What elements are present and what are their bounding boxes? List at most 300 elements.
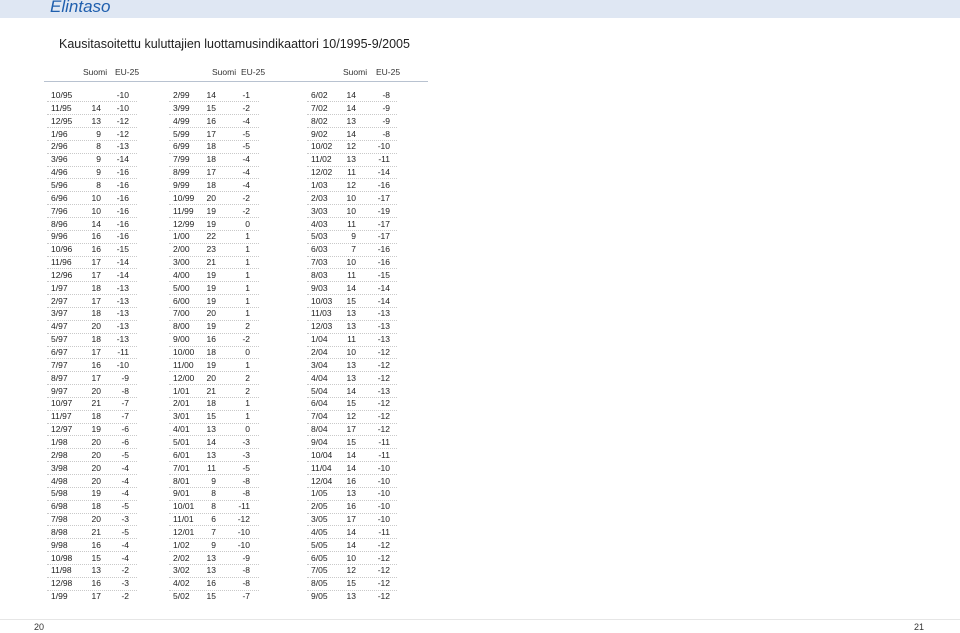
table-row	[51, 359, 161, 371]
eu25-value: -10	[116, 359, 129, 370]
eu25-value: -5	[242, 462, 250, 473]
suomi-value: 15	[206, 102, 216, 113]
table-row	[311, 153, 421, 165]
period-cell: 6/00	[173, 295, 190, 306]
eu25-value: 1	[245, 308, 250, 319]
period-cell: 1/01	[173, 385, 190, 396]
period-cell: 2/97	[51, 295, 68, 306]
suomi-value: 20	[206, 372, 216, 383]
suomi-value: 17	[91, 347, 101, 357]
eu25-value: -4	[242, 167, 250, 178]
table-row	[311, 205, 421, 217]
period-cell: 3/01	[173, 411, 190, 422]
suomi-value: 10	[346, 552, 356, 563]
period-cell: 7/01	[173, 462, 190, 473]
suomi-value: 18	[206, 141, 216, 152]
table-row	[173, 590, 283, 602]
eu25-value: -13	[377, 321, 390, 332]
table-row	[311, 320, 421, 332]
suomi-value: 8	[211, 501, 216, 512]
table-row	[51, 320, 161, 332]
suomi-value: 13	[346, 115, 356, 126]
suomi-value: 19	[206, 282, 216, 293]
period-cell: 1/05	[311, 488, 328, 499]
period-cell: 6/99	[173, 141, 190, 152]
eu25-value: -3	[242, 449, 250, 460]
eu25-value: -8	[382, 128, 390, 139]
eu25-value: -10	[116, 102, 129, 113]
period-cell: 4/04	[311, 372, 328, 383]
suomi-value: 15	[206, 591, 216, 602]
suomi-value: 7	[211, 526, 216, 537]
suomi-value: 18	[91, 282, 101, 293]
eu25-value: -10	[377, 488, 390, 499]
period-cell: 3/05	[311, 514, 328, 525]
table-row	[51, 243, 161, 255]
period-cell: 10/02	[311, 141, 333, 152]
eu25-value: -3	[121, 514, 129, 525]
eu25-value: -3	[242, 436, 250, 447]
table-row	[311, 218, 421, 230]
suomi-value: 19	[206, 295, 216, 306]
suomi-value: 17	[206, 167, 216, 178]
period-cell: 5/96	[51, 179, 68, 190]
table-row	[51, 140, 161, 152]
column-header-suomi: Suomi	[212, 67, 237, 77]
eu25-value: -7	[121, 398, 129, 409]
eu25-value: -4	[121, 552, 129, 563]
suomi-value: 10	[91, 205, 101, 216]
eu25-value: -12	[237, 514, 250, 525]
table-row	[173, 205, 283, 217]
eu25-value: -6	[121, 424, 129, 435]
period-cell: 7/05	[311, 565, 328, 576]
suomi-value: 18	[206, 398, 216, 409]
table-row	[173, 423, 283, 435]
eu25-value: 1	[245, 257, 250, 268]
period-cell: 10/04	[311, 449, 333, 460]
eu25-value: -4	[121, 475, 129, 486]
suomi-value: 19	[206, 269, 216, 280]
eu25-value: -12	[377, 372, 390, 383]
table-row	[173, 269, 283, 281]
period-cell: 3/04	[311, 359, 328, 370]
suomi-value: 16	[346, 501, 356, 512]
table-row	[311, 346, 421, 358]
period-cell: 4/05	[311, 526, 328, 537]
suomi-value: 19	[206, 218, 216, 229]
period-cell: 6/05	[311, 552, 328, 563]
suomi-value: 16	[91, 231, 101, 242]
table-row	[51, 205, 161, 217]
period-cell: 2/02	[173, 552, 190, 563]
suomi-value: 20	[206, 192, 216, 203]
period-cell: 9/00	[173, 334, 190, 345]
eu25-value: -16	[116, 218, 129, 229]
table-row	[173, 526, 283, 538]
table-row	[311, 179, 421, 191]
period-cell: 4/96	[51, 167, 68, 178]
table-row	[51, 282, 161, 294]
period-cell: 7/96	[51, 205, 68, 216]
column-header-eu25: EU-25	[376, 67, 401, 77]
table-row	[173, 410, 283, 422]
table-row	[51, 475, 161, 487]
eu25-value: -11	[378, 449, 390, 460]
eu25-value: -4	[242, 179, 250, 190]
eu25-value: -12	[116, 115, 129, 126]
suomi-value: 8	[96, 179, 101, 190]
period-cell: 7/04	[311, 411, 328, 422]
suomi-value: 17	[91, 257, 101, 268]
suomi-value: 18	[206, 179, 216, 190]
table-row	[51, 410, 161, 422]
eu25-value: -12	[377, 424, 390, 435]
eu25-value: -8	[242, 488, 250, 499]
suomi-value: 9	[96, 128, 101, 139]
period-cell: 9/04	[311, 436, 328, 447]
table-row	[51, 230, 161, 242]
eu25-value: -8	[242, 578, 250, 589]
table-row	[51, 423, 161, 435]
suomi-value: 20	[91, 475, 101, 486]
table-row	[173, 436, 283, 448]
suomi-value: 17	[91, 372, 101, 383]
eu25-value: -10	[377, 475, 390, 486]
suomi-value: 12	[346, 141, 356, 152]
table-row	[51, 295, 161, 307]
suomi-value: 16	[206, 578, 216, 589]
eu25-value: -12	[377, 578, 390, 589]
suomi-value: 11	[347, 218, 356, 229]
eu25-value: -11	[378, 436, 390, 447]
eu25-value: -12	[377, 398, 390, 409]
suomi-value: 8	[211, 488, 216, 499]
header-divider	[44, 81, 428, 82]
table-row	[51, 115, 161, 127]
suomi-value: 10	[346, 347, 356, 357]
period-cell: 3/96	[51, 154, 68, 165]
eu25-value: -11	[117, 347, 129, 357]
eu25-value: -11	[378, 154, 390, 165]
column-header-eu25: EU-25	[115, 67, 140, 77]
table-row	[173, 372, 283, 384]
eu25-value: -12	[377, 347, 390, 357]
eu25-value: 1	[245, 269, 250, 280]
suomi-value: 16	[206, 334, 216, 345]
suomi-value: 15	[206, 411, 216, 422]
period-cell: 2/98	[51, 449, 68, 460]
table-row	[173, 346, 283, 358]
eu25-value: -5	[121, 501, 129, 512]
period-cell: 3/02	[173, 565, 190, 576]
period-cell: 10/01	[173, 501, 195, 512]
eu25-value: 2	[245, 385, 250, 396]
period-cell: 11/00	[173, 359, 194, 370]
table-row	[51, 487, 161, 499]
table-row	[311, 410, 421, 422]
period-cell: 4/02	[173, 578, 190, 589]
eu25-value: 1	[245, 282, 250, 293]
table-row	[51, 269, 161, 281]
eu25-value: -8	[382, 90, 390, 100]
table-row	[311, 397, 421, 409]
suomi-value: 14	[346, 128, 356, 139]
table-row	[173, 359, 283, 371]
period-cell: 9/99	[173, 179, 190, 190]
eu25-value: -17	[377, 192, 390, 203]
table-row	[51, 449, 161, 461]
period-cell: 1/04	[311, 334, 328, 345]
table-row	[311, 89, 421, 101]
eu25-value: -16	[116, 205, 129, 216]
period-cell: 7/00	[173, 308, 190, 319]
table-row	[311, 372, 421, 384]
period-cell: 10/95	[51, 90, 73, 100]
period-cell: 11/98	[51, 565, 72, 576]
page-number-right: 21	[914, 622, 925, 632]
suomi-value: 11	[347, 167, 356, 178]
suomi-value: 15	[91, 552, 101, 563]
period-cell: 8/97	[51, 372, 68, 383]
table-row	[173, 102, 283, 114]
suomi-value: 15	[346, 295, 356, 306]
suomi-value: 18	[91, 308, 101, 319]
table-row	[51, 513, 161, 525]
table-row	[311, 475, 421, 487]
eu25-value: -19	[377, 205, 390, 216]
period-cell: 5/05	[311, 539, 328, 550]
period-cell: 2/00	[173, 244, 190, 255]
suomi-value: 13	[346, 488, 356, 499]
period-cell: 1/99	[51, 591, 68, 602]
suomi-value: 15	[346, 436, 356, 447]
period-cell: 4/03	[311, 218, 328, 229]
period-cell: 3/98	[51, 462, 68, 473]
suomi-value: 16	[91, 359, 101, 370]
period-cell: 1/03	[311, 179, 328, 190]
column-header-eu25: EU-25	[241, 67, 266, 77]
suomi-value: 20	[91, 462, 101, 473]
suomi-value: 19	[206, 359, 216, 370]
suomi-value: 10	[346, 205, 356, 216]
period-cell: 12/02	[311, 167, 333, 178]
table-row	[311, 333, 421, 345]
period-cell: 11/95	[51, 102, 72, 113]
eu25-value: -13	[116, 321, 129, 332]
table-row	[311, 243, 421, 255]
period-cell: 6/96	[51, 192, 68, 203]
table-row	[311, 436, 421, 448]
period-cell: 9/02	[311, 128, 328, 139]
period-cell: 2/05	[311, 501, 328, 512]
eu25-value: -2	[242, 205, 250, 216]
eu25-value: 1	[245, 231, 250, 242]
period-cell: 4/99	[173, 115, 190, 126]
period-cell: 8/03	[311, 269, 328, 280]
period-cell: 6/01	[173, 449, 190, 460]
table-row	[173, 282, 283, 294]
table-row	[51, 526, 161, 538]
period-cell: 5/98	[51, 488, 68, 499]
suomi-value: 16	[91, 244, 101, 255]
eu25-value: -2	[242, 192, 250, 203]
suomi-value: 9	[96, 154, 101, 165]
eu25-value: -10	[377, 141, 390, 152]
page-number-left: 20	[34, 622, 45, 632]
period-cell: 7/98	[51, 514, 68, 525]
suomi-value: 13	[346, 372, 356, 383]
table-row	[51, 397, 161, 409]
eu25-value: -16	[116, 167, 129, 178]
period-cell: 7/02	[311, 102, 328, 113]
table-row	[51, 539, 161, 551]
period-cell: 12/98	[51, 578, 73, 589]
suomi-value: 21	[91, 526, 101, 537]
eu25-value: -13	[116, 282, 129, 293]
eu25-value: -2	[121, 591, 129, 602]
period-cell: 4/97	[51, 321, 68, 332]
suomi-value: 14	[346, 90, 356, 100]
table-row	[173, 539, 283, 551]
eu25-value: -12	[377, 552, 390, 563]
suomi-value: 10	[346, 257, 356, 268]
period-cell: 7/97	[51, 359, 68, 370]
table-row	[51, 333, 161, 345]
period-cell: 6/97	[51, 347, 68, 357]
table-row	[173, 166, 283, 178]
suomi-value: 10	[346, 192, 356, 203]
period-cell: 7/99	[173, 154, 190, 165]
period-cell: 12/01	[173, 526, 195, 537]
suomi-value: 16	[346, 475, 356, 486]
table-row	[173, 128, 283, 140]
eu25-value: -15	[116, 244, 129, 255]
table-row	[173, 462, 283, 474]
suomi-value: 9	[211, 475, 216, 486]
suomi-value: 8	[96, 141, 101, 152]
table-row	[311, 539, 421, 551]
eu25-value: -14	[116, 154, 129, 165]
eu25-value: -17	[377, 218, 390, 229]
table-row	[311, 230, 421, 242]
eu25-value: -10	[377, 501, 390, 512]
table-row	[51, 500, 161, 512]
table-row	[173, 552, 283, 564]
suomi-value: 11	[347, 334, 356, 345]
period-cell: 8/01	[173, 475, 190, 486]
period-cell: 4/98	[51, 475, 68, 486]
table-row	[51, 256, 161, 268]
table-row	[51, 590, 161, 602]
eu25-value: -6	[121, 436, 129, 447]
suomi-value: 17	[346, 424, 356, 435]
eu25-value: -10	[237, 539, 250, 550]
table-row	[173, 385, 283, 397]
suomi-value: 9	[96, 167, 101, 178]
eu25-value: -5	[242, 128, 250, 139]
suomi-value: 12	[346, 411, 356, 422]
column-header-suomi: Suomi	[83, 67, 108, 77]
period-cell: 2/04	[311, 347, 328, 357]
table-row	[311, 423, 421, 435]
table-row	[311, 526, 421, 538]
period-cell: 8/04	[311, 424, 328, 435]
period-cell: 6/02	[311, 90, 328, 100]
eu25-value: -16	[377, 244, 390, 255]
page-divider	[0, 619, 960, 620]
period-cell: 11/01	[173, 514, 194, 525]
suomi-value: 19	[206, 321, 216, 332]
suomi-value: 14	[346, 539, 356, 550]
table-row	[173, 243, 283, 255]
period-cell: 9/96	[51, 231, 68, 242]
table-row	[173, 153, 283, 165]
period-cell: 10/03	[311, 295, 333, 306]
eu25-value: -13	[377, 385, 390, 396]
suomi-value: 20	[91, 449, 101, 460]
eu25-value: -8	[121, 385, 129, 396]
suomi-value: 20	[91, 514, 101, 525]
period-cell: 10/96	[51, 244, 73, 255]
table-row	[51, 89, 161, 101]
suomi-value: 17	[91, 591, 101, 602]
period-cell: 7/03	[311, 257, 328, 268]
period-cell: 8/99	[173, 167, 190, 178]
eu25-value: -16	[116, 192, 129, 203]
period-cell: 12/04	[311, 475, 333, 486]
table-row	[173, 179, 283, 191]
eu25-value: -16	[377, 257, 390, 268]
period-cell: 12/96	[51, 269, 73, 280]
table-row	[311, 102, 421, 114]
eu25-value: -7	[121, 411, 129, 422]
suomi-value: 13	[206, 552, 216, 563]
table-row	[173, 230, 283, 242]
eu25-value: -10	[237, 526, 250, 537]
eu25-value: -12	[377, 565, 390, 576]
period-cell: 1/97	[51, 282, 68, 293]
period-cell: 12/95	[51, 115, 73, 126]
suomi-value: 18	[206, 154, 216, 165]
table-row	[173, 564, 283, 576]
table-row	[51, 436, 161, 448]
period-cell: 3/97	[51, 308, 68, 319]
eu25-value: -12	[377, 591, 390, 602]
period-cell: 3/03	[311, 205, 328, 216]
table-row	[311, 462, 421, 474]
period-cell: 9/01	[173, 488, 190, 499]
table-row	[173, 307, 283, 319]
period-cell: 9/98	[51, 539, 68, 550]
table-row	[51, 462, 161, 474]
table-row	[311, 269, 421, 281]
eu25-value: -4	[121, 539, 129, 550]
period-cell: 12/03	[311, 321, 333, 332]
suomi-value: 13	[346, 154, 356, 165]
table-row	[173, 397, 283, 409]
period-cell: 10/98	[51, 552, 73, 563]
suomi-value: 13	[206, 424, 216, 435]
table-row	[51, 218, 161, 230]
table-row	[311, 140, 421, 152]
suomi-value: 19	[206, 205, 216, 216]
suomi-value: 19	[91, 424, 101, 435]
eu25-value: -10	[377, 514, 390, 525]
period-cell: 10/00	[173, 347, 195, 357]
table-row	[173, 295, 283, 307]
column-header-suomi: Suomi	[343, 67, 368, 77]
